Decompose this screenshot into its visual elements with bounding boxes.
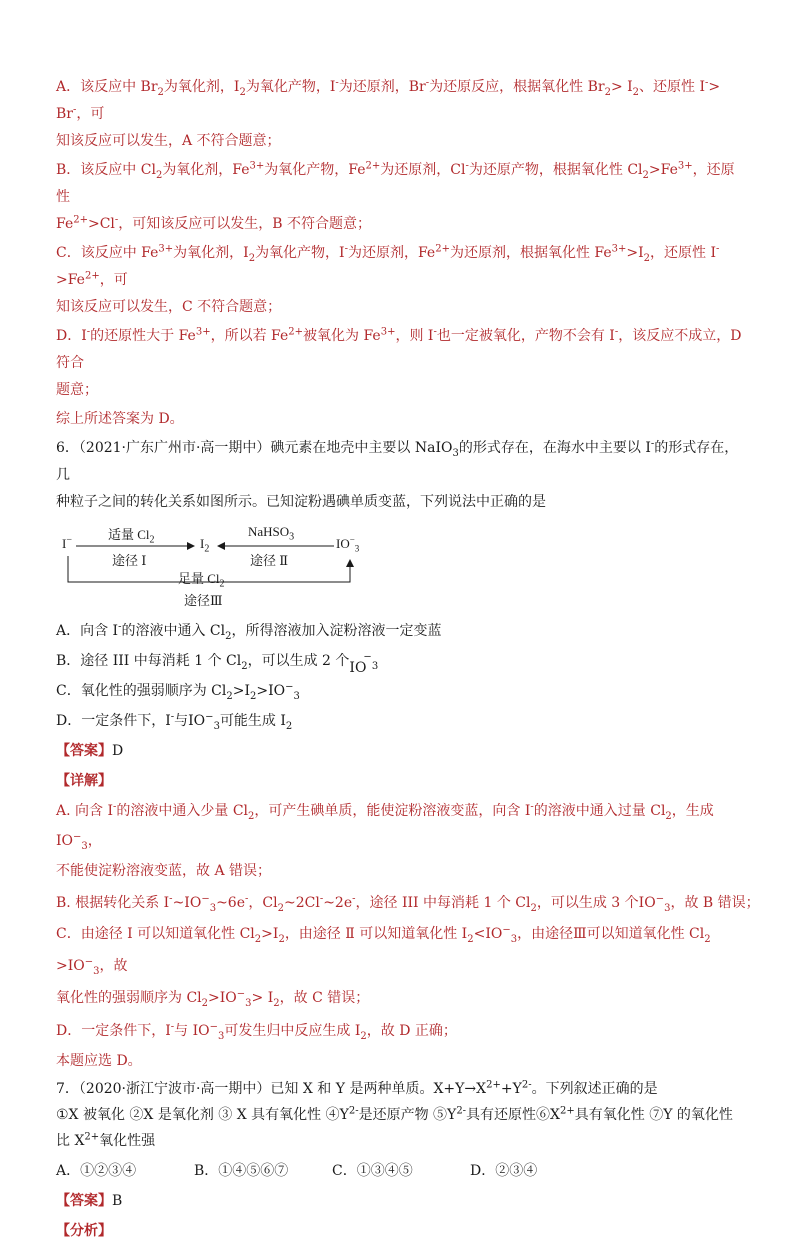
diagram-iodine: $I_2$: [200, 536, 210, 555]
q6-option-b: B．途径 III 中每消耗 1 个 $Cl_2$，可以生成 2 个 IO −$_3$: [56, 651, 379, 676]
q6-conclusion: 本题应选 D。: [56, 1053, 142, 1069]
q5-analysis-a: A．该反应中 $Br_2$为氧化剂，$I_2$为氧化产物，I-为还原剂，Br-为还原反应，根据氧化性 $Br_2> I_2$、还原性 I-> Br-，可 知该反应可以发生，A 不符合题意；: [56, 77, 721, 149]
q6-option-c: C．氧化性的强弱顺序为 $Cl_2>I_2>IO^-_3$: [56, 681, 300, 702]
iodine-conversion-diagram: [62, 522, 372, 608]
q6-answer: 【答案】D: [56, 743, 124, 759]
q6-option-a: A．向含 I-的溶液中通入 $Cl_2$，所得溶液加入淀粉溶液一定变蓝: [56, 621, 442, 642]
q5-analysis-d: D．I-的还原性大于 $Fe^{3+}$，所以若 $Fe^{2+}$被氧化为 $Fe^{3+}$，则 I-也一定被氧化，产物不会有 I-，该反应不成立，D 符合 题意；: [56, 326, 742, 398]
q6-detail-heading: 【详解】: [56, 773, 112, 789]
diagram-iodate: $IO^-_3$: [336, 534, 360, 554]
q7-option-d: D．②③④: [470, 1163, 538, 1179]
q5-analysis-c: C．该反应中 $Fe^{3+}$为氧化剂，$I_2$为氧化产物，I-为还原剂，$Fe^{2+}$为还原剂，根据氧化性 $Fe^{3+}>I_2$，还原性 $I^->Fe^{2+}$，可 知该反应可以发生，C 不符合题意；: [56, 243, 720, 315]
q7-stem: 7．（2020·浙江宁波市·高一期中）已知 X 和 Y 是两种单质。$X+Y\to X^{2+}+Y^{2-}$。下列叙述正确的是: [56, 1079, 658, 1097]
q6-stem: 6．（2021·广东广州市·高一期中）碘元素在地壳中主要以 NaIO$_3$的形式存在，在海水中主要以 I-的形式存在，几 种粒子之间的转化关系如图所示。已知淀粉遇碘单质变蓝，下列说法中正确的是: [56, 438, 739, 510]
document-page: [56, 74, 760, 1246]
diagram-path3-label: 途径Ⅲ: [184, 593, 223, 608]
q7-option-c: C．①③④⑤: [332, 1163, 413, 1179]
diagram-path3-reagent: 足量 $Cl_2$: [178, 571, 225, 590]
diagram-path2-label: 途径 Ⅱ: [250, 553, 289, 568]
diagram-iodide: I−: [62, 534, 72, 551]
q6-explain-a: A. 向含 I-的溶液中通入少量 $Cl_2$，可产生碘单质，能使淀粉溶液变蓝，向含 I-的溶液中通入过量 $Cl_2$，生成$IO^-_3$， 不能使淀粉溶液变蓝，故 A 错误；: [56, 801, 714, 879]
q7-statements: ①X 被氧化 ②X 是氧化剂 ③ X 具有氧化性 $④Y^{2-}$是还原产物 $⑤Y^{2-}$具有还原性$⑥X^{2+}$具有氧化性 ⑦Y 的氧化性 比 $X^{2+}$氧化性强: [56, 1105, 733, 1149]
q5-analysis-b: B．该反应中 $Cl_2$为氧化剂，$Fe^{3+}$为氧化产物，$Fe^{2+}$为还原剂，Cl-为还原产物，根据氧化性 $Cl_2>Fe^{3+}$，还原性 $Fe^{2+}>Cl^-$，可知该反应可以发生，B 不符合题意；: [56, 160, 735, 232]
q5-summary: 综上所述答案为 D。: [56, 411, 184, 427]
q7-option-a: A．①②③④: [56, 1163, 137, 1179]
q7-options: [56, 1156, 742, 1186]
diagram-path2-reagent: NaHSO$_3$: [248, 524, 295, 543]
diagram-path1-reagent: 适量 $Cl_2$: [108, 527, 155, 546]
q7-option-b: B．①④⑤⑥⑦: [194, 1163, 289, 1179]
q6-option-d: D．一定条件下，I-与$IO^-_3$可能生成 $I_2$: [56, 711, 293, 732]
q6-explain-d: D．一定条件下，I-与 $IO^-_3$可发生归中反应生成 $I_2$，故 D 正确；: [56, 1021, 457, 1042]
diagram-path1-label: 途径 Ⅰ: [112, 553, 147, 568]
q6-explain-c: C．由途径 I 可以知道氧化性 $Cl_2>I_2$，由途径 Ⅱ 可以知道氧化性 $I_2<IO^-_3$，由途径Ⅲ可以知道氧化性 $Cl_2 >IO^-_3$，故 氧化性的强弱顺序为 $Cl_2>IO^-_3> I_2$，故 C 错误；: [56, 924, 711, 1009]
q7-answer: 【答案】B: [56, 1193, 123, 1209]
q7-analysis-heading: 【分析】: [56, 1223, 112, 1239]
q6-explain-b: B. 根据转化关系 $I^-\sim IO^-_3\sim 6e^-$，$Cl_2\sim 2Cl^-\sim 2e^-$，途径 III 中每消耗 1 个 $Cl_2$，可以生成 3 个$IO^-_3$，故 B 错误；: [56, 893, 760, 914]
